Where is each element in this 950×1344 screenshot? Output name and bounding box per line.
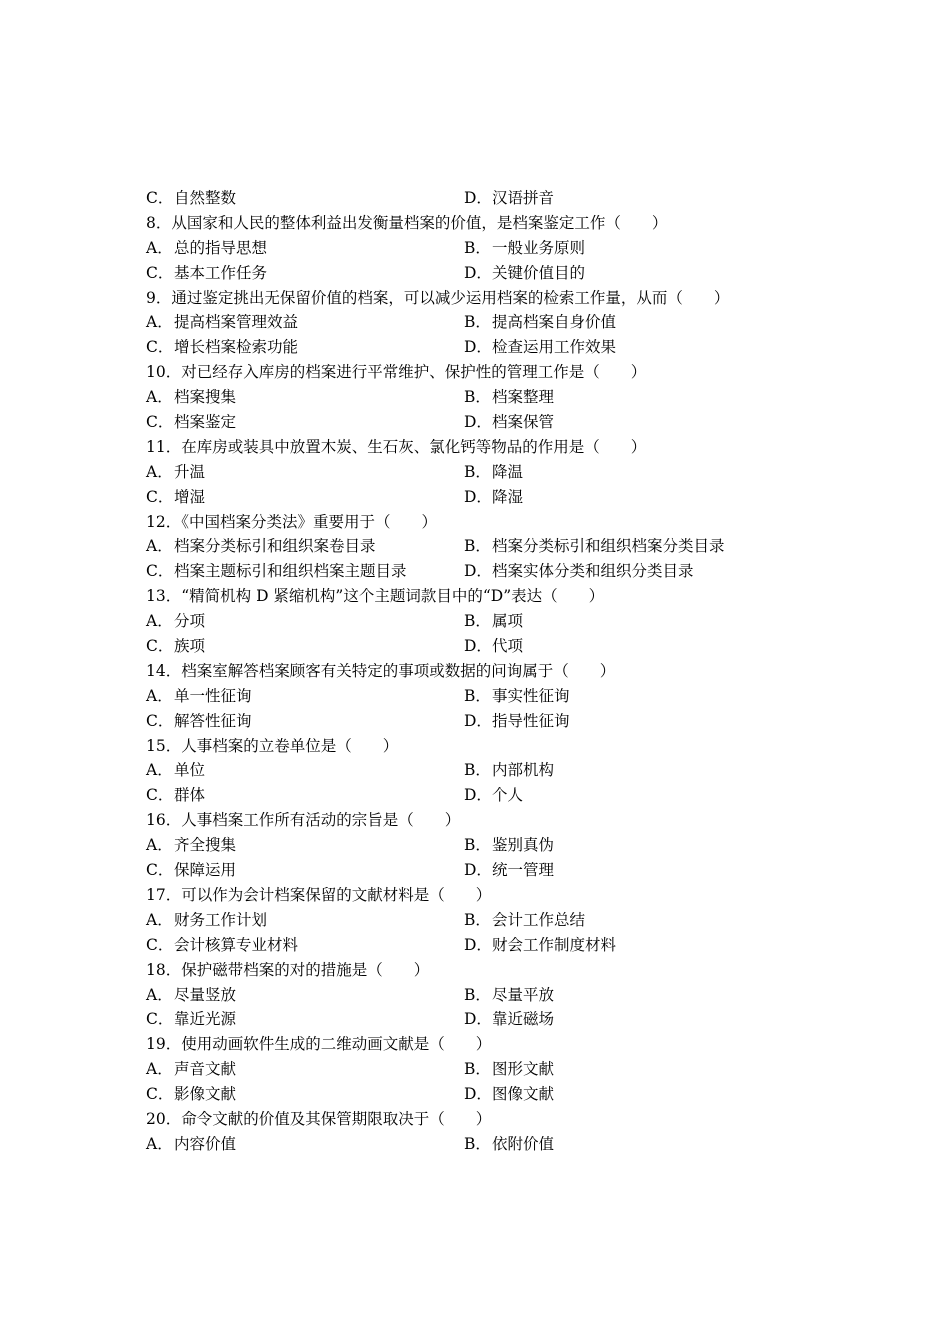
option-label: D．	[464, 711, 492, 730]
option-text: 财会工作制度材料	[492, 935, 617, 954]
option-left	[146, 335, 298, 360]
option-label: D．	[464, 263, 492, 282]
option-row	[146, 485, 826, 510]
question-stem	[146, 211, 826, 236]
option-text: 降湿	[492, 487, 524, 506]
option-text: 齐全搜集	[174, 836, 237, 855]
option-right	[464, 709, 570, 734]
option-label: C．	[146, 562, 174, 581]
option-row	[146, 534, 826, 559]
option-text: 降温	[492, 462, 524, 481]
option-right	[464, 634, 523, 659]
question-stem	[146, 659, 826, 684]
option-text: 提高档案管理效益	[174, 313, 299, 332]
option-left	[146, 236, 267, 261]
option-text: 统一管理	[492, 861, 555, 880]
option-text: 档案分类标引和组织案卷目录	[174, 537, 376, 556]
option-text: 财务工作计划	[174, 910, 268, 929]
question-text: 16．人事档案工作所有活动的宗旨是（ ）	[146, 811, 461, 830]
question-text: 8．从国家和人民的整体利益出发衡量档案的价值，是档案鉴定工作（ ）	[146, 213, 668, 232]
option-right	[464, 933, 616, 958]
option-row	[146, 833, 826, 858]
option-text: 单位	[174, 761, 206, 780]
option-right	[464, 1007, 554, 1032]
option-label: B．	[464, 537, 491, 556]
option-text: 解答性征询	[174, 711, 252, 730]
option-row	[146, 634, 826, 659]
option-text: 档案鉴定	[174, 413, 237, 432]
option-text: 个人	[492, 786, 524, 805]
option-left	[146, 1007, 236, 1032]
option-label: A．	[146, 612, 173, 631]
question-text: 9．通过鉴定挑出无保留价值的档案，可以减少运用档案的检索工作量，从而（ ）	[146, 288, 730, 307]
option-row	[146, 186, 826, 211]
option-row	[146, 335, 826, 360]
option-text: 档案主题标引和组织档案主题目录	[174, 562, 407, 581]
option-right	[464, 858, 554, 883]
option-left	[146, 684, 252, 709]
option-text: 鉴别真伪	[492, 836, 555, 855]
option-left	[146, 186, 236, 211]
option-text: 增长档案检索功能	[174, 338, 299, 357]
question-text: 14．档案室解答档案顾客有关特定的事项或数据的问询属于（ ）	[146, 661, 616, 680]
option-row	[146, 559, 826, 584]
option-left	[146, 1132, 236, 1157]
option-label: D．	[464, 338, 492, 357]
option-label: B．	[464, 686, 491, 705]
option-label: B．	[464, 1060, 491, 1079]
option-left	[146, 310, 298, 335]
option-label: A．	[146, 910, 173, 929]
option-label: D．	[464, 487, 492, 506]
option-left	[146, 783, 205, 808]
option-text: 图像文献	[492, 1085, 555, 1104]
option-row	[146, 758, 826, 783]
option-label: C．	[146, 189, 174, 207]
option-text: 内容价值	[174, 1134, 237, 1153]
option-right	[464, 410, 554, 435]
option-right	[464, 1057, 554, 1082]
option-left	[146, 609, 205, 634]
option-label: B．	[464, 462, 491, 481]
option-right	[464, 908, 585, 933]
option-label: C．	[146, 786, 174, 805]
option-label: C．	[146, 935, 174, 954]
option-right	[464, 1132, 554, 1157]
option-row	[146, 1132, 826, 1157]
option-text: 关键价值目的	[492, 263, 586, 282]
option-label: B．	[464, 910, 491, 929]
option-text: 基本工作任务	[174, 263, 268, 282]
option-label: A．	[146, 238, 173, 257]
question-stem	[146, 510, 826, 535]
option-text: 尽量竖放	[174, 985, 237, 1004]
option-text: 会计工作总结	[492, 910, 586, 929]
option-text: 事实性征询	[492, 686, 570, 705]
option-label: A．	[146, 686, 173, 705]
option-text: 总的指导思想	[174, 238, 268, 257]
option-label: D．	[464, 1085, 492, 1104]
option-row	[146, 609, 826, 634]
question-text: 18．保护磁带档案的对的措施是（ ）	[146, 960, 430, 979]
option-label: C．	[146, 413, 174, 432]
option-label: D．	[464, 189, 492, 207]
option-text: 保障运用	[174, 861, 237, 880]
option-text: 分项	[174, 612, 206, 631]
option-label: D．	[464, 637, 492, 656]
option-label: C．	[146, 637, 174, 656]
option-right	[464, 783, 523, 808]
option-left	[146, 709, 252, 734]
option-text: 影像文献	[174, 1085, 237, 1104]
question-text: 11．在库房或装具中放置木炭、生石灰、氯化钙等物品的作用是（ ）	[146, 437, 647, 456]
option-left	[146, 634, 205, 659]
option-text: 尽量平放	[492, 985, 555, 1004]
question-stem	[146, 808, 826, 833]
option-label: B．	[464, 388, 491, 407]
option-text: 依附价值	[492, 1134, 555, 1153]
option-text: 靠近光源	[174, 1010, 237, 1029]
option-label: B．	[464, 1134, 491, 1153]
question-text: 13．“精简机构 D 紧缩机构”这个主题词款目中的“D”表达（ ）	[146, 587, 605, 606]
option-label: C．	[146, 263, 174, 282]
option-label: A．	[146, 985, 173, 1004]
option-label: B．	[464, 761, 491, 780]
option-label: D．	[464, 935, 492, 954]
option-row	[146, 385, 826, 410]
option-right	[464, 335, 616, 360]
option-label: A．	[146, 1134, 173, 1153]
option-row	[146, 1007, 826, 1032]
option-right	[464, 460, 523, 485]
exam-page	[146, 186, 826, 1157]
option-label: D．	[464, 562, 492, 581]
option-right	[464, 186, 554, 211]
question-text: 19．使用动画软件生成的二维动画文献是（ ）	[146, 1035, 492, 1054]
question-stem	[146, 1032, 826, 1057]
option-label: B．	[464, 612, 491, 631]
option-left	[146, 983, 236, 1008]
option-label: C．	[146, 1085, 174, 1104]
question-text: 15．人事档案的立卷单位是（ ）	[146, 736, 399, 755]
question-text: 10．对已经存入库房的档案进行平常维护、保护性的管理工作是（ ）	[146, 363, 647, 382]
option-text: 检查运用工作效果	[492, 338, 617, 357]
option-label: A．	[146, 388, 173, 407]
option-label: A．	[146, 537, 173, 556]
question-stem	[146, 286, 826, 311]
option-right	[464, 236, 585, 261]
option-label: B．	[464, 985, 491, 1004]
question-text: 12．《中国档案分类法》重要用于（ ）	[146, 512, 437, 531]
option-row	[146, 684, 826, 709]
option-text: 档案实体分类和组织分类目录	[492, 562, 694, 581]
option-row	[146, 1082, 826, 1107]
question-stem	[146, 1107, 826, 1132]
option-label: A．	[146, 1060, 173, 1079]
option-label: B．	[464, 238, 491, 257]
option-left	[146, 460, 205, 485]
option-label: A．	[146, 313, 173, 332]
option-right	[464, 261, 585, 286]
option-right	[464, 758, 554, 783]
question-stem	[146, 435, 826, 460]
option-text: 靠近磁场	[492, 1010, 555, 1029]
option-row	[146, 310, 826, 335]
option-right	[464, 534, 725, 559]
question-stem	[146, 958, 826, 983]
option-text: 会计核算专业材料	[174, 935, 299, 954]
option-text: 代项	[492, 637, 524, 656]
option-row	[146, 261, 826, 286]
option-left	[146, 485, 205, 510]
option-left	[146, 534, 376, 559]
option-label: C．	[146, 487, 174, 506]
option-label: D．	[464, 786, 492, 805]
option-left	[146, 758, 205, 783]
option-text: 单一性征询	[174, 686, 252, 705]
option-label: D．	[464, 413, 492, 432]
option-label: D．	[464, 1010, 492, 1029]
option-right	[464, 310, 616, 335]
option-left	[146, 410, 236, 435]
option-row	[146, 410, 826, 435]
option-right	[464, 559, 694, 584]
option-left	[146, 908, 267, 933]
option-label: C．	[146, 338, 174, 357]
option-left	[146, 385, 236, 410]
option-text: 群体	[174, 786, 206, 805]
option-text: 指导性征询	[492, 711, 570, 730]
option-right	[464, 983, 554, 1008]
option-left	[146, 933, 298, 958]
option-text: 声音文献	[174, 1060, 237, 1079]
option-row	[146, 236, 826, 261]
option-row	[146, 1057, 826, 1082]
option-right	[464, 833, 554, 858]
question-stem	[146, 883, 826, 908]
option-text: 图形文献	[492, 1060, 555, 1079]
option-text: 档案整理	[492, 388, 555, 407]
option-text: 提高档案自身价值	[492, 313, 617, 332]
option-label: B．	[464, 836, 491, 855]
option-right	[464, 1082, 554, 1107]
option-label: C．	[146, 711, 174, 730]
option-text: 族项	[174, 637, 206, 656]
option-text: 自然整数	[174, 189, 237, 207]
option-row	[146, 460, 826, 485]
option-left	[146, 261, 267, 286]
option-text: 增湿	[174, 487, 206, 506]
option-right	[464, 385, 554, 410]
option-row	[146, 783, 826, 808]
option-label: A．	[146, 462, 173, 481]
option-left	[146, 858, 236, 883]
question-stem	[146, 734, 826, 759]
option-label: A．	[146, 836, 173, 855]
question-text: 20．命令文献的价值及其保管期限取决于（ ）	[146, 1109, 492, 1128]
option-row	[146, 908, 826, 933]
option-right	[464, 609, 523, 634]
question-stem	[146, 360, 826, 385]
question-stem	[146, 584, 826, 609]
option-text: 属项	[492, 612, 524, 631]
option-row	[146, 983, 826, 1008]
option-left	[146, 1082, 236, 1107]
option-label: B．	[464, 313, 491, 332]
option-right	[464, 684, 570, 709]
option-row	[146, 933, 826, 958]
question-text: 17．可以作为会计档案保留的文献材料是（ ）	[146, 885, 492, 904]
option-text: 档案保管	[492, 413, 555, 432]
option-text: 内部机构	[492, 761, 555, 780]
option-right	[464, 485, 523, 510]
option-left	[146, 1057, 236, 1082]
option-text: 升温	[174, 462, 206, 481]
option-row	[146, 709, 826, 734]
option-label: C．	[146, 861, 174, 880]
option-label: C．	[146, 1010, 174, 1029]
option-left	[146, 559, 407, 584]
option-text: 一般业务原则	[492, 238, 586, 257]
option-row	[146, 858, 826, 883]
option-text: 档案搜集	[174, 388, 237, 407]
option-left	[146, 833, 236, 858]
option-label: D．	[464, 861, 492, 880]
option-text: 汉语拼音	[492, 189, 555, 207]
option-label: A．	[146, 761, 173, 780]
option-text: 档案分类标引和组织档案分类目录	[492, 537, 725, 556]
